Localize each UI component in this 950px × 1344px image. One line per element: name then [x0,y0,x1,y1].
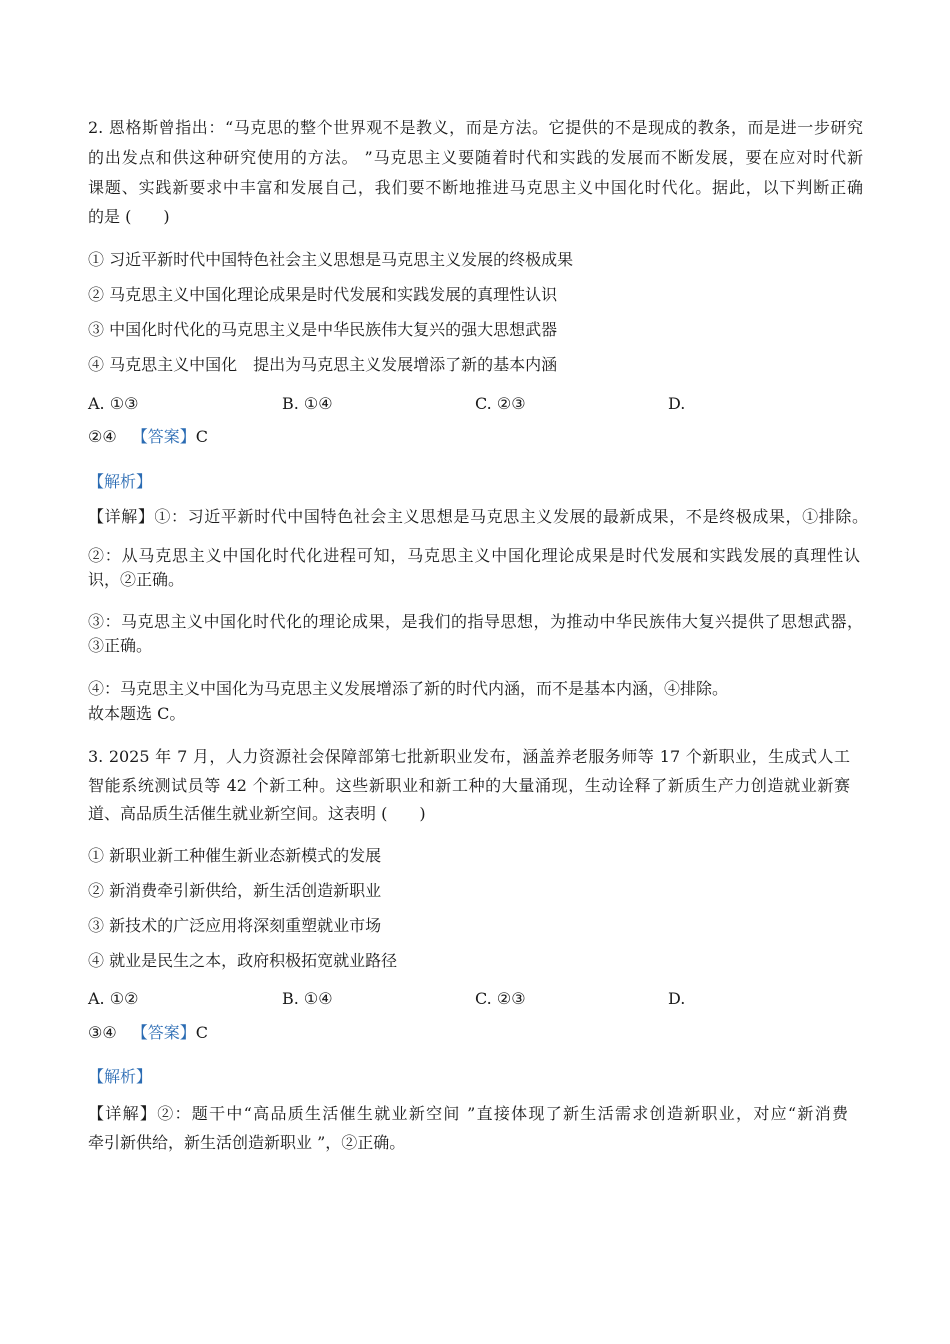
q2-answer-value: C [195,427,209,446]
q3-analysis-label: 【解析】 [88,1067,153,1086]
q2-item: ③ 中国化时代化的马克思主义是中华民族伟大复兴的强大思想武器 [88,320,558,339]
q2-analysis-label: 【解析】 [88,472,153,491]
q3-choice-b: B. ①④ [282,989,333,1008]
q3-stem-line: 智能系统测试员等 42 个新工种。这些新职业和新工种的大量涌现，生动诠释了新质生产力创造就业新赛 [88,776,850,795]
q3-stem-line: 3. 2025 年 7 月，人力资源社会保障部第七批新职业发布，涵盖养老服务师等 17 个新职业，生成式人工 [88,747,850,766]
q3-detail-line: 【详解】②：题干中“高品质生活催生就业新空间 ”直接体现了新生活需求创造新职业，对应“新消费 [88,1104,848,1123]
q2-stem-line: 的出发点和供这种研究使用的方法。 ”马克思主义要随着时代和实践的发展而不断发展，要在应对时代新 [88,148,863,167]
q2-detail-line: ②：从马克思主义中国化时代化进程可知，马克思主义中国化理论成果是时代发展和实践发展的真理性认 [88,546,860,565]
q3-answer-line [88,1023,208,1043]
q3-item: ① 新职业新工种催生新业态新模式的发展 [88,846,382,865]
q2-item: ④ 马克思主义中国化 提出为马克思主义发展增添了新的基本内涵 [88,355,558,374]
q3-item: ③ 新技术的广泛应用将深刻重塑就业市场 [88,916,382,935]
q3-choice-a: A. ①② [88,989,139,1008]
q2-detail-line: ③：马克思主义中国化时代化的理论成果，是我们的指导思想，为推动中华民族伟大复兴提供了思想武器， [88,612,863,631]
q2-choice-a: A. ①③ [88,394,139,413]
q3-item: ④ 就业是民生之本，政府积极拓宽就业路径 [88,951,398,970]
q2-answer-label: 【答案】 [131,427,196,446]
q2-detail-line: ④：马克思主义中国化为马克思主义发展增添了新的时代内涵，而不是基本内涵，④排除。 [88,679,729,698]
q2-stem-line: 课题、实践新要求中丰富和发展自己，我们要不断地推进马克思主义中国化时代化。据此，以下判断正确 [88,178,863,197]
q2-choice-b: B. ①④ [282,394,333,413]
q3-answer-value: C [195,1023,209,1042]
q3-item: ② 新消费牵引新供给，新生活创造新职业 [88,881,382,900]
q3-detail-line: 牵引新供给，新生活创造新职业 ”，②正确。 [88,1133,406,1152]
q2-detail-line: 识，②正确。 [88,570,185,589]
q2-detail-line: ③正确。 [88,636,153,655]
q2-stem-line: 的是 ( ) [88,207,170,226]
q3-choice-d-content: ③④ [88,1023,117,1042]
q2-choice-c: C. ②③ [475,394,526,413]
q3-stem-line: 道、高品质生活催生就业新空间。这表明 ( ) [88,804,426,823]
q2-item: ② 马克思主义中国化理论成果是时代发展和实践发展的真理性认识 [88,285,558,304]
q2-choice-d: D. [668,394,686,413]
q2-choice-d-content: ②④ [88,427,117,446]
q3-choice-c: C. ②③ [475,989,526,1008]
q3-choice-d: D. [668,989,686,1008]
q3-answer-label: 【答案】 [131,1023,196,1042]
q2-detail-line: 【详解】①：习近平新时代中国特色社会主义思想是马克思主义发展的最新成果，不是终极成果，①排除。 [88,507,868,526]
q2-conclusion: 故本题选 C。 [88,704,186,723]
q2-item: ① 习近平新时代中国特色社会主义思想是马克思主义发展的终极成果 [88,250,574,269]
q2-answer-line [88,427,208,447]
q2-stem-line: 2. 恩格斯曾指出：“马克思的整个世界观不是教义，而是方法。它提供的不是现成的教条，而是进一步研究 [88,118,863,137]
